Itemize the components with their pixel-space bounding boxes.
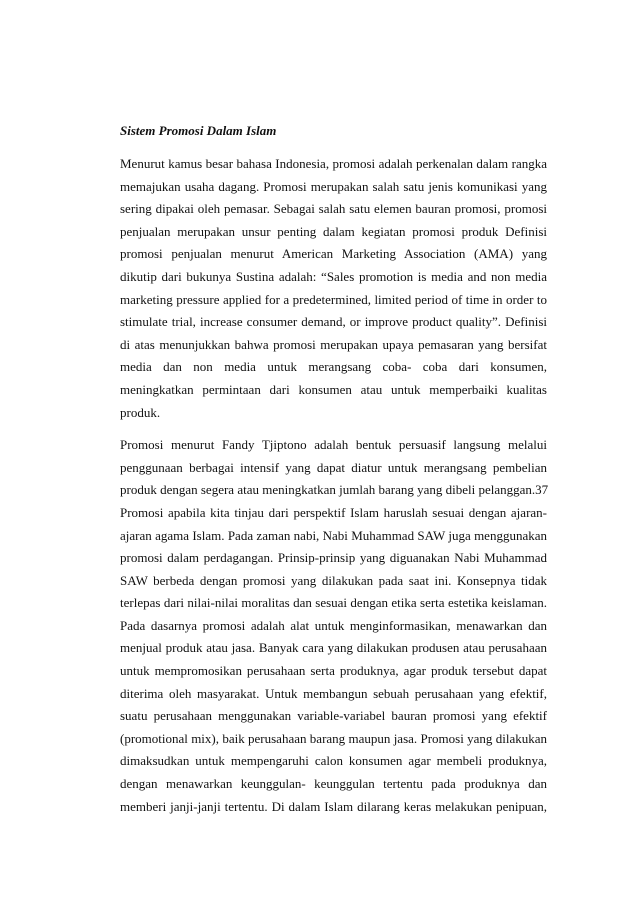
page-body <box>120 121 547 828</box>
paragraph-2 <box>120 434 547 818</box>
paragraph-line: produk. <box>120 404 161 420</box>
section-heading: Sistem Promosi Dalam Islam <box>120 123 277 138</box>
paragraph-line: memberi janji-janji tertentu. Di dalam Islam dilarang keras melakukan penipuan, <box>120 798 547 814</box>
paragraph-line: Promosi menurut Fandy Tjiptono adalah bentuk persuasif langsung melalui <box>120 437 547 453</box>
paragraph-line: suatu perusahaan menggunakan variable-variabel bauran promosi yang efektif <box>120 708 547 724</box>
paragraph-line: dikutip dari bukunya Sustina adalah: “Sales promotion is media and non media <box>120 268 547 284</box>
paragraph-line: dengan menawarkan keunggulan- keunggulan tertentu pada produknya dan <box>120 776 547 792</box>
paragraph-1 <box>120 153 547 424</box>
paragraph-line: Promosi apabila kita tinjau dari perspektif Islam haruslah sesuai dengan ajaran- <box>120 504 547 520</box>
paragraph-line: ajaran agama Islam. Pada zaman nabi, Nabi Muhammad SAW juga menggunakan <box>120 527 547 543</box>
paragraph-line: SAW berbeda dengan promosi yang dilakukan pada saat ini. Konsepnya tidak <box>120 572 547 588</box>
paragraph-line: marketing pressure applied for a predetermined, limited period of time in order to <box>120 291 547 307</box>
paragraph-line: terlepas dari nilai-nilai moralitas dan sesuai dengan etika serta estetika keislaman. <box>120 595 547 611</box>
paragraph-line: menjual produk atau jasa. Banyak cara yang dilakukan produsen atau perusahaan <box>120 640 547 656</box>
paragraph-line: di atas menunjukkan bahwa promosi merupakan upaya pemasaran yang bersifat <box>120 336 547 352</box>
paragraph-line: meningkatkan permintaan dari konsumen atau untuk memperbaiki kualitas <box>120 381 547 397</box>
paragraph-line: (promotional mix), baik perusahaan barang maupun jasa. Promosi yang dilakukan <box>120 730 547 746</box>
paragraph-line: untuk mempromosikan perusahaan serta produknya, agar produk tersebut dapat <box>120 663 547 679</box>
paragraph-line: promosi dalam perdagangan. Prinsip-prinsip yang diguanakan Nabi Muhammad <box>120 550 547 566</box>
paragraph-line: Pada dasarnya promosi adalah alat untuk menginformasikan, menawarkan dan <box>120 617 547 633</box>
paragraph-line: penjualan merupakan unsur penting dalam kegiatan promosi produk Definisi <box>120 223 547 239</box>
paragraph-line: stimulate trial, increase consumer demand, or improve product quality”. Definisi <box>120 314 547 330</box>
paragraph-line: media dan non media untuk merangsang coba- coba dari konsumen, <box>120 359 547 375</box>
paragraph-line: produk dengan segera atau meningkatkan jumlah barang yang dibeli pelanggan.37 <box>120 482 549 498</box>
paragraph-line: dimaksudkan untuk mempengaruhi calon konsumen agar membeli produknya, <box>120 753 547 769</box>
paragraph-line: promosi penjualan menurut American Marketing Association (AMA) yang <box>120 246 547 262</box>
paragraph-line: memajukan usaha dagang. Promosi merupakan salah satu jenis komunikasi yang <box>120 178 547 194</box>
paragraph-line: penggunaan berbagai intensif yang dapat diatur untuk merangsang pembelian <box>120 459 547 475</box>
paragraph-line: Menurut kamus besar bahasa Indonesia, promosi adalah perkenalan dalam rangka <box>120 156 547 171</box>
paragraph-line: diterima oleh masyarakat. Untuk membangun sebuah perusahaan yang efektif, <box>120 685 547 701</box>
paragraph-line: sering dipakai oleh pemasar. Sebagai salah satu elemen bauran promosi, promosi <box>120 201 547 217</box>
